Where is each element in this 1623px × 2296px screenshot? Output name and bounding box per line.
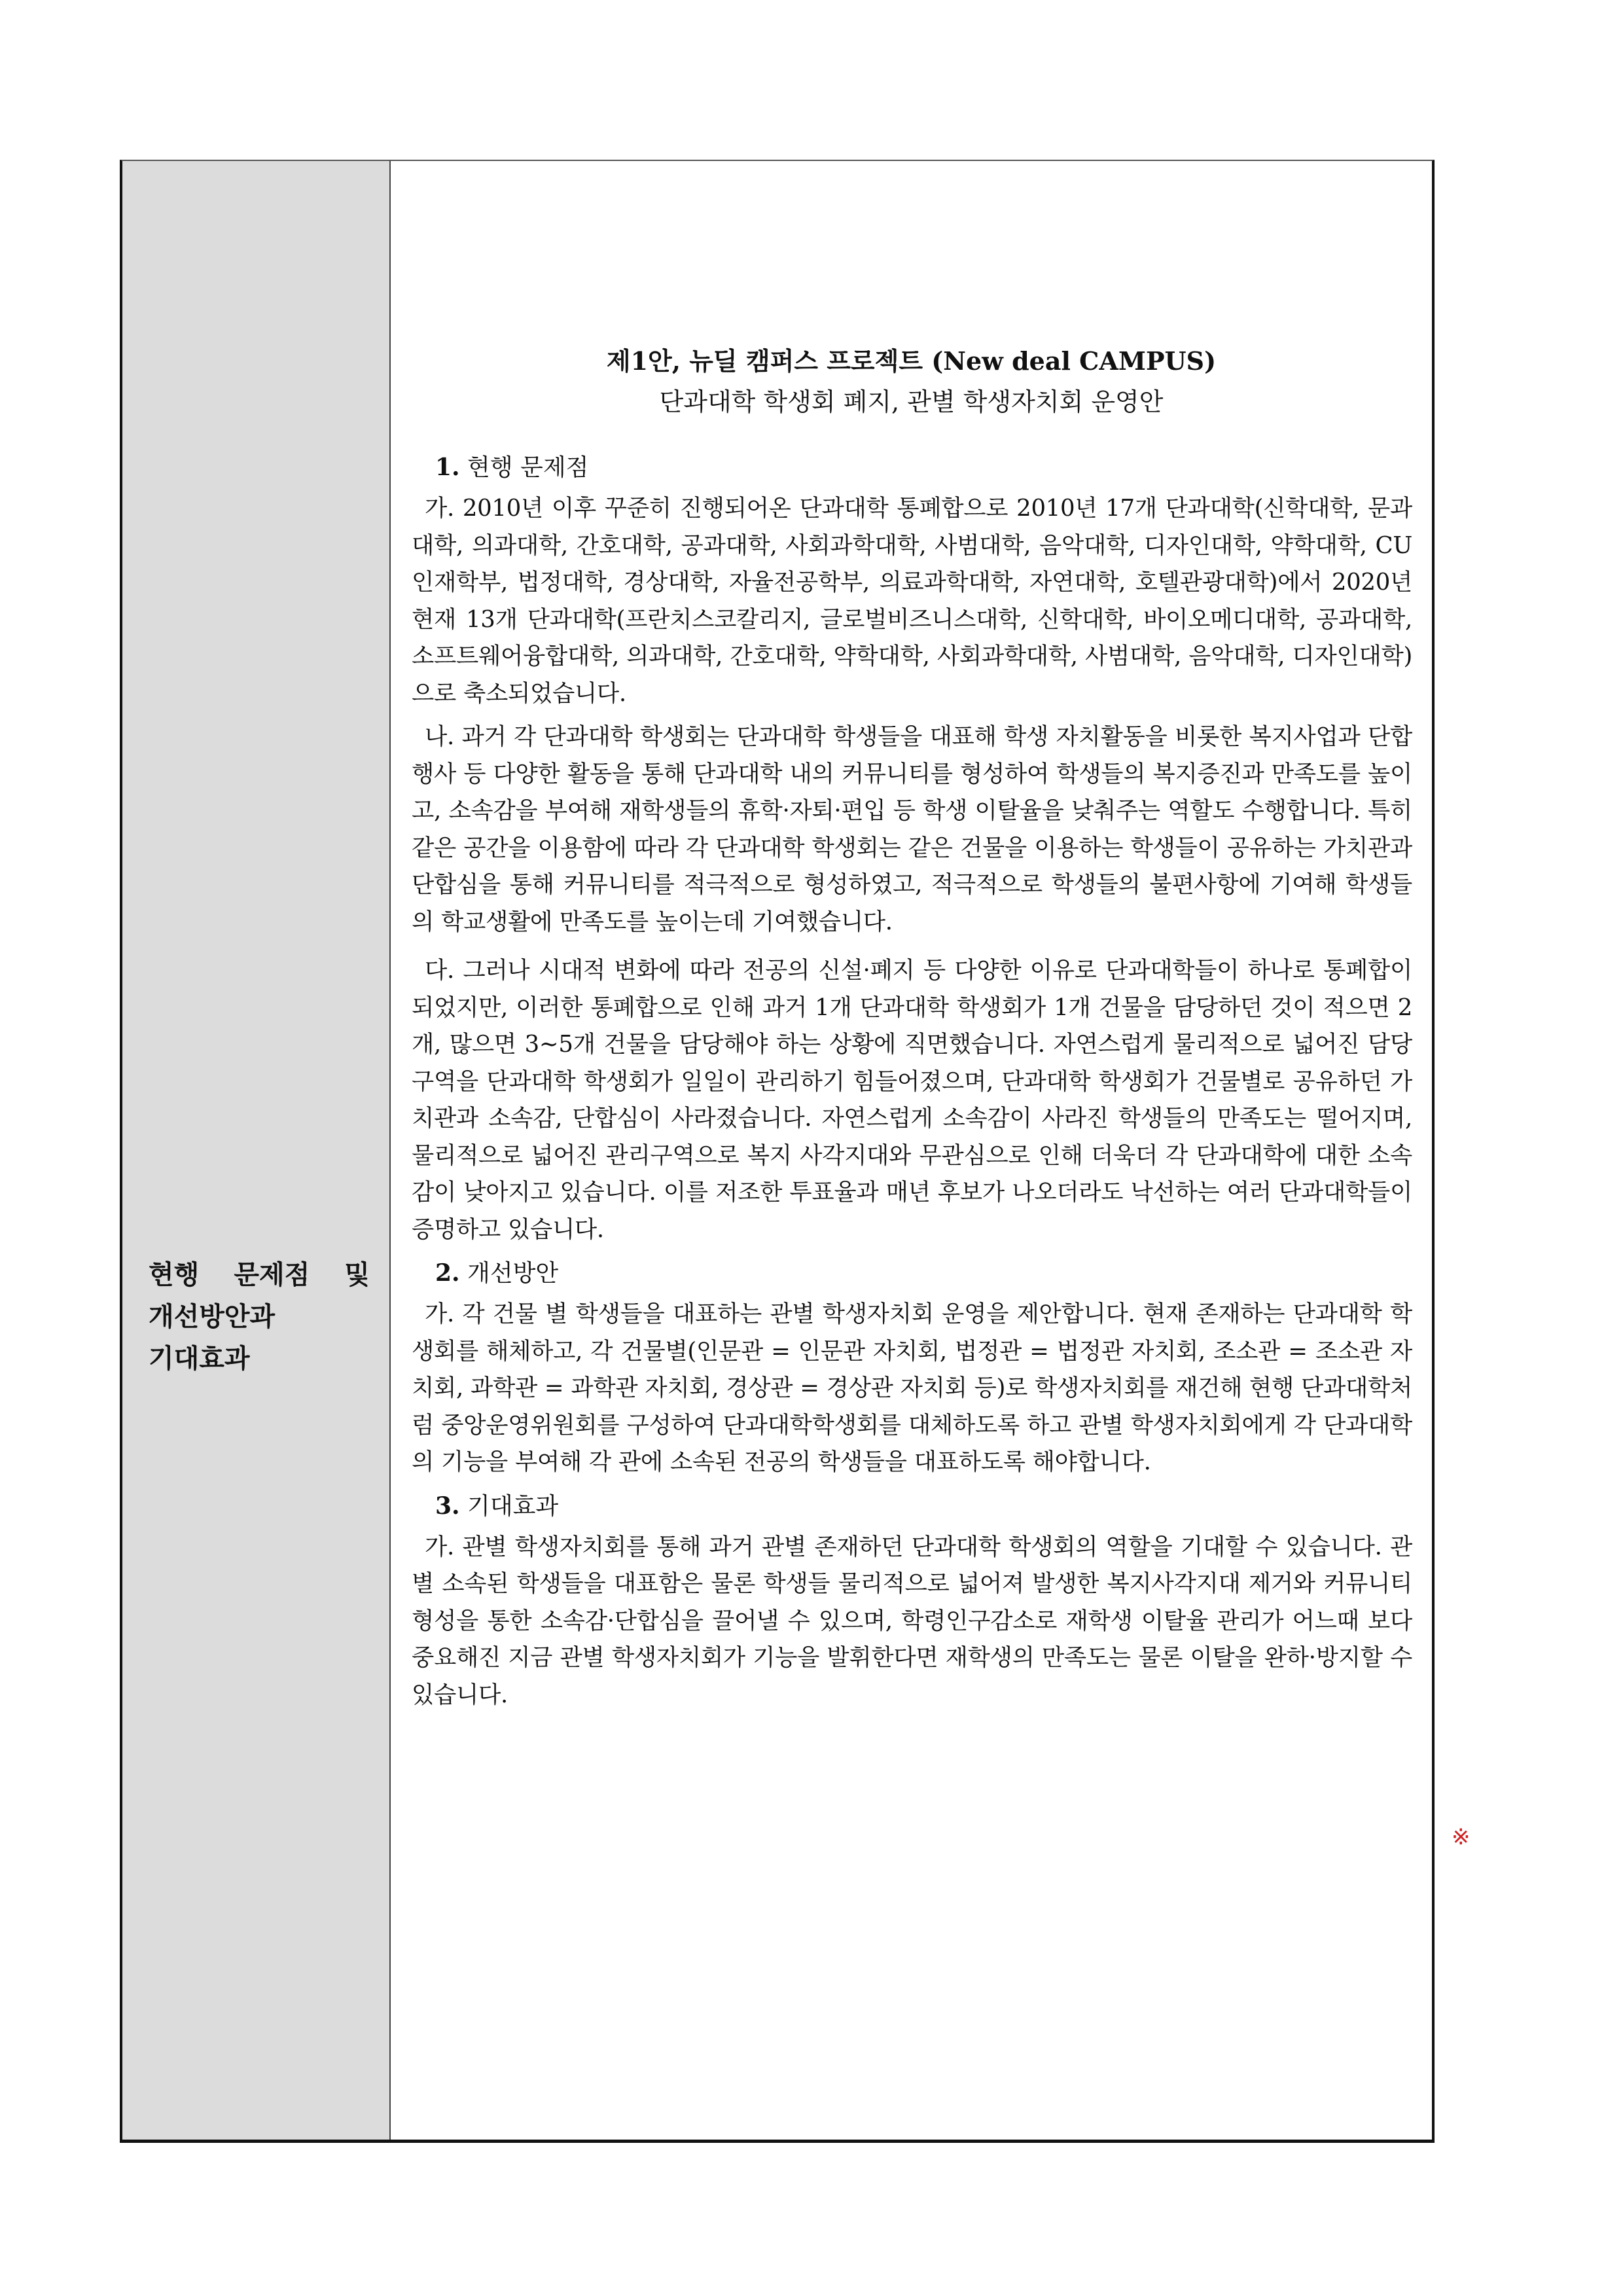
row-label-line-3: 기대효과	[149, 1344, 250, 1374]
content-cell	[391, 161, 1432, 2140]
paragraph-problem-a: 가. 2010년 이후 꾸준히 진행되어온 단과대학 통폐합으로 2010년 17개 단과대학(신학대학, 문과대학, 의과대학, 간호대학, 공과대학, 사회과학대학, 사범대학, 음악대학, 디자인대학, 약학대학, CU인재학부, 법정대학, 경상대학, 자율전공학부, 의료과학대학, 자연대학, 호텔관광대학)에서 2020년 현재 13개 단과대학(프란치스코칼리지, 글로벌비즈니스대학, 신학대학, 바이오메디대학, 공과대학, 소프트웨어융합대학, 의과대학, 간호대학, 약학대학, 사회과학대학, 사범대학, 음악대학, 디자인대학)으로 축소되었습니다.	[412, 495, 1412, 707]
title-line-1: 제1안, 뉴딜 캠퍼스 프로젝트 (New deal CAMPUS)	[606, 346, 1217, 376]
paragraph-improvement-a: 가. 각 건물 별 학생들을 대표하는 관별 학생자치회 운영을 제안합니다. 현재 존재하는 단과대학 학생회를 해체하고, 각 건물별(인문관 = 인문관 자치회, 법정관 = 법정관 자치회, 조소관 = 조소관 자치회, 과학관 = 과학관 자치회, 경상관 = 경상관 자치회 등)로 학생자치회를 재건해 현행 단과대학처럼 중앙운영위원회를 구성하여 단과대학학생회를 대체하도록 하고 관별 학생자치회에게 각 단과대학의 기능을 부여해 각 관에 소속된 전공의 학생들을 대표하도록 해야합니다.	[412, 1300, 1412, 1475]
paragraph-problem-b: 나. 과거 각 단과대학 학생회는 단과대학 학생들을 대표해 학생 자치활동을 비롯한 복지사업과 단합행사 등 다양한 활동을 통해 단과대학 내의 커뮤니티를 형성하여 학생들의 복지증진과 만족도를 높이고, 소속감을 부여해 재학생들의 휴학·자퇴·편입 등 학생 이탈율을 낮춰주는 역할도 수행합니다. 특히 같은 공간을 이용함에 따라 각 단과대학 학생회는 같은 건물을 이용하는 학생들이 공유하는 가치관과 단합심을 통해 커뮤니티를 적극적으로 형성하였고, 적극적으로 학생들의 불편사항에 기여해 학생들의 학교생활에 만족도를 높이는데 기여했습니다.	[412, 723, 1412, 935]
row-label-line-2: 개선방안과	[149, 1302, 276, 1332]
label-cell	[122, 161, 391, 2140]
row-label-line-1: 현행 문제점 및	[149, 1260, 370, 1290]
form-table	[120, 160, 1435, 2143]
section-title: 기대효과	[467, 1492, 559, 1520]
section-number: 1.	[435, 454, 460, 481]
title-line-2: 단과대학 학생회 폐지, 관별 학생자치회 운영안	[659, 387, 1164, 416]
document-body	[412, 449, 1412, 1720]
reference-mark: ※	[1452, 1824, 1471, 1850]
paragraph-problem-c: 다. 그러나 시대적 변화에 따라 전공의 신설·폐지 등 다양한 이유로 단과대학들이 하나로 통폐합이 되었지만, 이러한 통폐합으로 인해 과거 1개 단과대학 학생회가 1개 건물을 담당하던 것이 적으면 2개, 많으면 3~5개 건물을 담당해야 하는 상황에 직면했습니다. 자연스럽게 물리적으로 넓어진 담당구역을 단과대학 학생회가 일일이 관리하기 힘들어졌으며, 단과대학 학생회가 건물별로 공유하던 가치관과 소속감, 단합심이 사라졌습니다. 자연스럽게 소속감이 사라진 학생들의 만족도는 떨어지며, 물리적으로 넓어진 관리구역으로 복지 사각지대와 무관심으로 인해 더욱더 각 단과대학에 대한 소속감이 낮아지고 있습니다. 이를 저조한 투표율과 매년 후보가 나오더라도 낙선하는 여러 단과대학들이 증명하고 있습니다.	[412, 957, 1412, 1243]
paragraph-effects-a: 가. 관별 학생자치회를 통해 과거 관별 존재하던 단과대학 학생회의 역할을 기대할 수 있습니다. 관별 소속된 학생들을 대표함은 물론 학생들 물리적으로 넓어져 발생한 복지사각지대 제거와 커뮤니티 형성을 통한 소속감·단합심을 끌어낼 수 있으며, 학령인구감소로 재학생 이탈율 관리가 어느때 보다 중요해진 지금 관별 학생자치회가 기능을 발휘한다면 재학생의 만족도는 물론 이탈을 완하·방지할 수 있습니다.	[412, 1533, 1412, 1708]
section-number: 2.	[435, 1259, 460, 1287]
document-title	[391, 341, 1432, 422]
row-label	[149, 1254, 370, 1380]
section-number: 3.	[435, 1492, 460, 1520]
section-heading-expected-effects	[412, 1488, 1412, 1525]
section-heading-improvement	[412, 1255, 1412, 1292]
section-heading-problems	[412, 449, 1412, 486]
section-title: 현행 문제점	[467, 454, 589, 481]
section-title: 개선방안	[467, 1260, 559, 1287]
